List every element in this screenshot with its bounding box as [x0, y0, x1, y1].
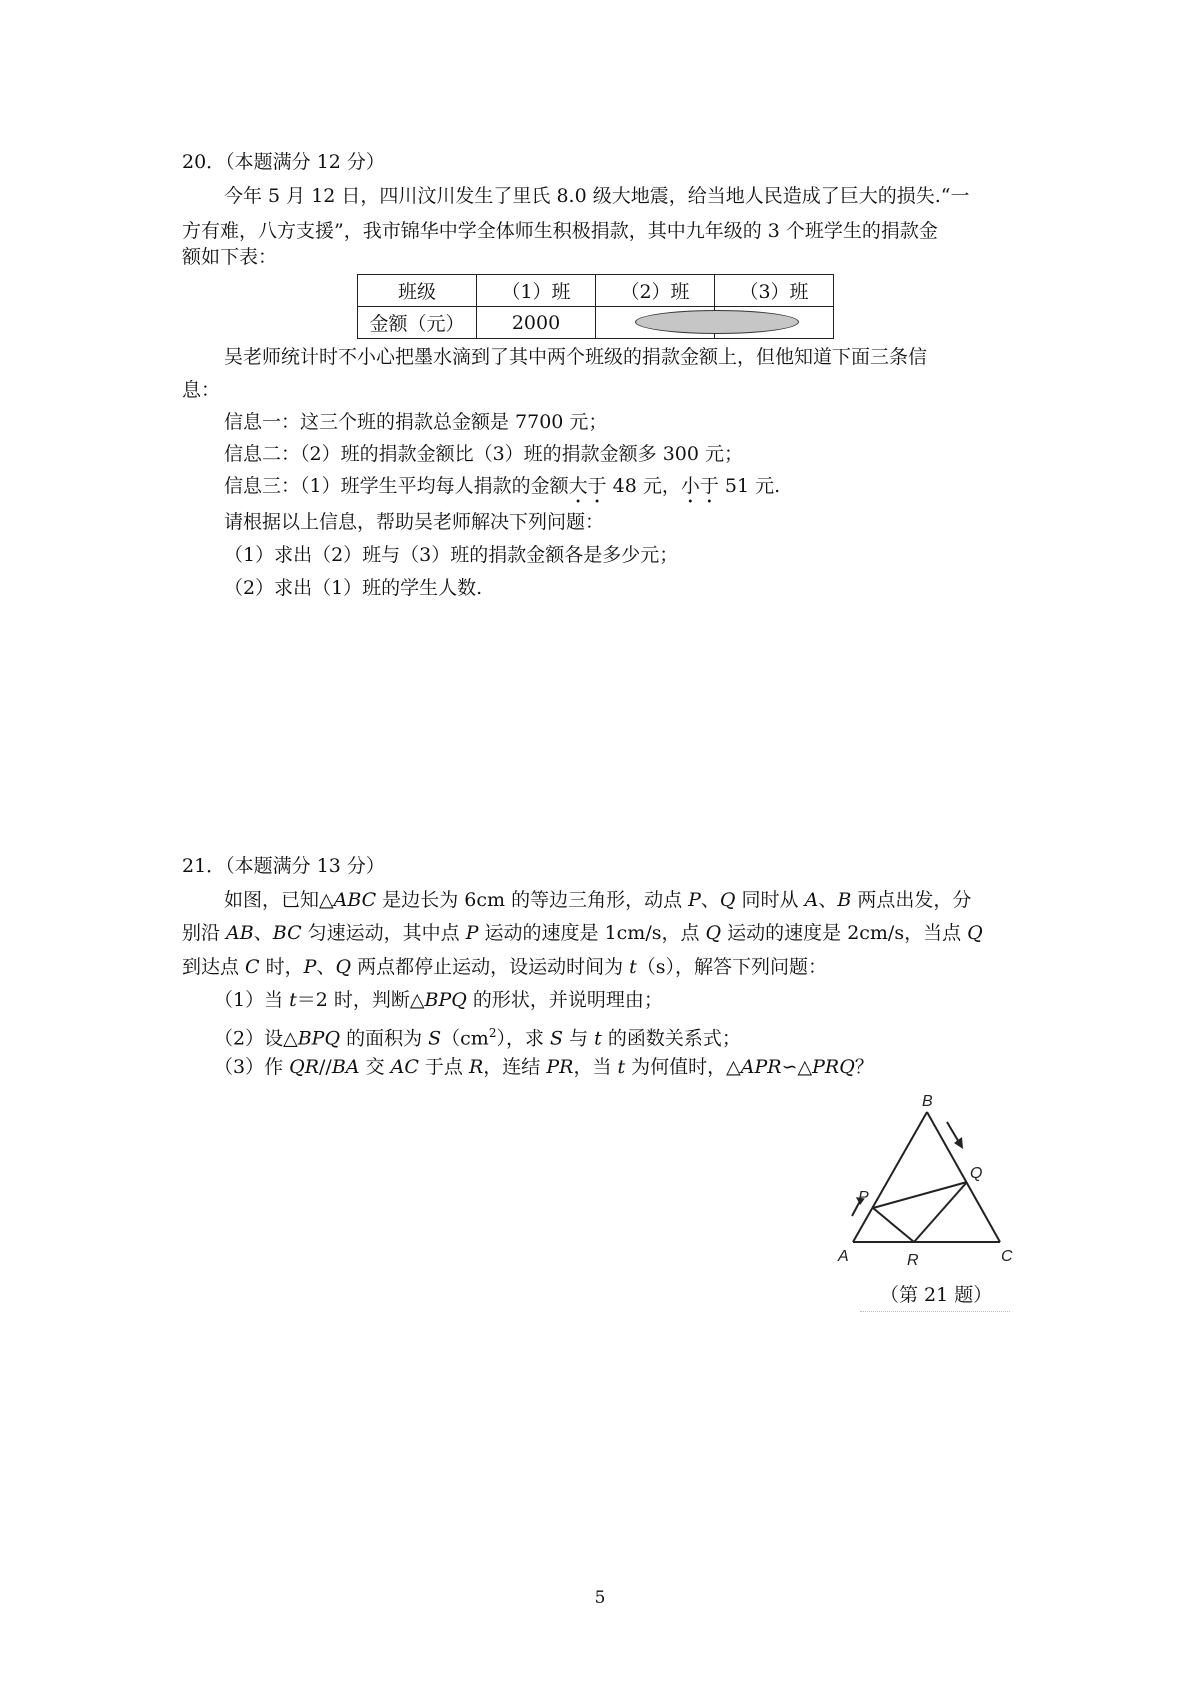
- side-BC: [927, 1112, 1000, 1242]
- q20-paragraph-line-1: 今年 5 月 12 日，四川汶川发生了里氏 8.0 级大地震，给当地人民造成了巨大的损失.“一: [224, 185, 970, 207]
- caption-divider: [860, 1311, 1010, 1312]
- label-p: P: [858, 1189, 869, 1206]
- table-header-cell: （1）班: [477, 275, 596, 307]
- info-2: 信息二：（2）班的捐款金额比（3）班的捐款金额多 300 元；: [224, 443, 744, 465]
- q21-subquestion-3: （3）作 QR//BA 交 AC 于点 R，连结 PR，当 t 为何值时，△APR∽△PRQ？: [214, 1056, 874, 1078]
- label-r: R: [907, 1252, 919, 1269]
- figure-caption: （第 21 题）: [880, 1284, 993, 1306]
- q20-header: 20．（本题满分 12 分）: [182, 151, 385, 173]
- info-3-text: 51 元.: [718, 475, 781, 497]
- label-b: B: [922, 1093, 933, 1110]
- q21-paragraph-line-1: 如图，已知△ABC 是边长为 6cm 的等边三角形，动点 P、Q 同时从 A、B 两点出发，分: [224, 889, 972, 911]
- info-3-text: 48 元，: [606, 475, 681, 497]
- q20-subquestion-1: （1）求出（2）班与（3）班的捐款金额各是多少元；: [224, 544, 679, 566]
- info-3-text: 信息三：（1）班学生平均每人捐款的金额: [224, 475, 569, 497]
- table-header-cell: （3）班: [715, 275, 834, 307]
- q21-paragraph-line-3: 到达点 C 时，P、Q 两点都停止运动，设运动时间为 t（s），解答下列问题：: [182, 956, 828, 978]
- table-row-label: 金额（元）: [358, 307, 477, 339]
- q21-paragraph-line-2: 别沿 AB、BC 匀速运动，其中点 P 运动的速度是 1cm/s，点 Q 运动的速度是 2cm/s，当点 Q: [182, 922, 983, 944]
- ink-blot: [635, 310, 799, 334]
- segment-PQ: [873, 1182, 967, 1208]
- arrow-head-q-icon: [954, 1137, 963, 1149]
- segment-PR: [873, 1208, 914, 1242]
- q21-header: 21．（本题满分 13 分）: [182, 855, 385, 877]
- info-1: 信息一：这三个班的捐款总金额是 7700 元；: [224, 411, 608, 433]
- info-3: [224, 474, 780, 508]
- table-header-cell: 班级: [358, 275, 477, 307]
- q20-paragraph-line-3: 额如下表：: [182, 246, 278, 268]
- q21-subquestion-2: （2）设△BPQ 的面积为 $S(cm^2)$，求 S 与 t 的函数关系式；: [214, 1026, 741, 1050]
- page-number: 5: [594, 1588, 606, 1608]
- q20-paragraph2-line-1: 吴老师统计时不小心把墨水滴到了其中两个班级的捐款金额上，但他知道下面三条信: [224, 346, 928, 368]
- segment-QR: [914, 1182, 967, 1242]
- table-cell: 2000: [477, 307, 596, 339]
- info-3-emphasis: 小于: [680, 475, 719, 497]
- table-row: [358, 275, 834, 307]
- q20-paragraph2-line-2: 息：: [182, 379, 221, 401]
- table-header-cell: （2）班: [596, 275, 715, 307]
- q20-paragraph-line-2: 方有难，八方支援”，我市锦华中学全体师生积极捐款，其中九年级的 3 个班学生的捐款金: [182, 220, 938, 242]
- label-c: C: [1001, 1248, 1013, 1265]
- q21-subquestion-1: （1）当 t＝2 时，判断△BPQ 的形状，并说明理由；: [214, 989, 663, 1011]
- q20-subquestion-2: （2）求出（1）班的学生人数.: [224, 577, 483, 599]
- triangle-figure: [820, 1090, 1020, 1275]
- info-3-emphasis: 大于: [568, 475, 607, 497]
- label-q: Q: [970, 1165, 983, 1182]
- q20-instruction: 请根据以上信息，帮助吴老师解决下列问题：: [224, 511, 605, 533]
- label-a: A: [838, 1248, 849, 1265]
